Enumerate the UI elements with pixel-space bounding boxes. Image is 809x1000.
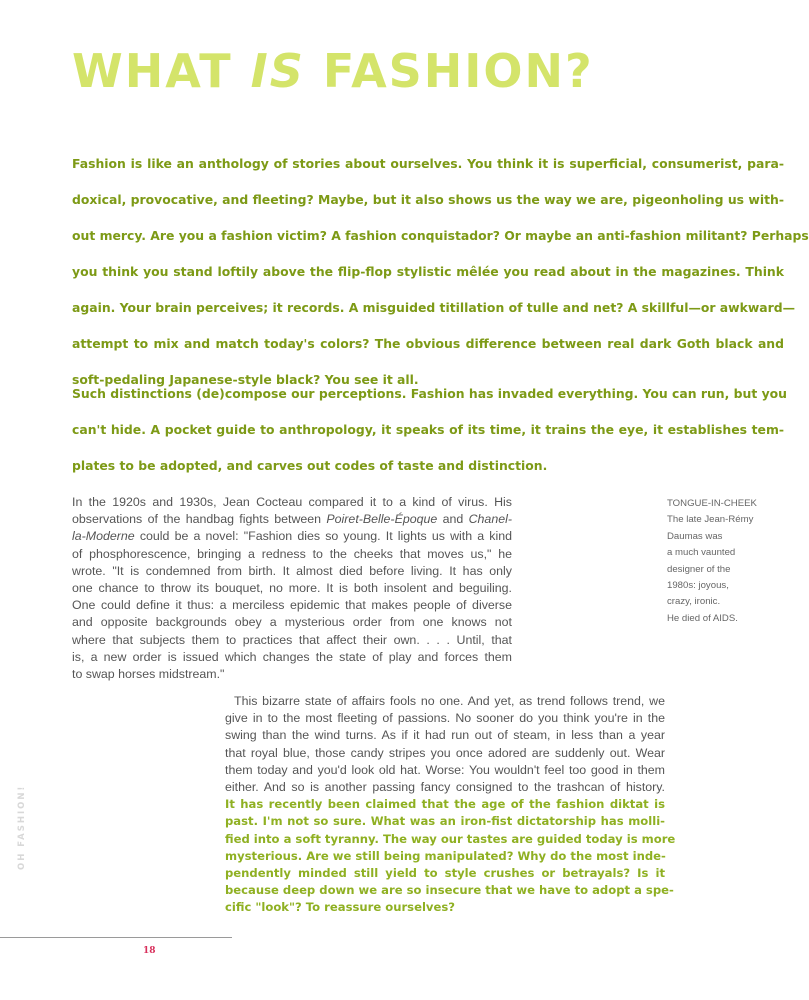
running-head: OH FASHION! [17,784,27,870]
text: could be a novel: "Fashion dies so young. It lights us with a kind [134,529,512,544]
intro-line: you think you stand loftily above the flip-flop stylistic mêlée you read about in the magazines. Think [72,264,784,279]
body-line: wrote. "It is condemned from birth. It almost died before living. It has only [72,563,512,578]
sidenote-line: Daumas was [667,530,723,542]
intro-line: plates to be adopted, and carves out codes of taste and distinction. [72,458,548,473]
highlight-line: fied into a soft tyranny. The way our tastes are guided today is more [225,831,676,846]
highlight-line: past. I'm not so sure. What was an iron-fist dictatorship has molli- [225,814,665,829]
intro-line: doxical, provocative, and fleeting? Maybe, but it also shows us the way we are, pigeonholing us with- [72,192,784,207]
body-paragraph-trends [225,693,676,917]
sidenote-line: 1980s: joyous, [667,580,729,592]
intro-line: attempt to mix and match today's colors? The obvious difference between real dark Goth black and [72,336,784,351]
body-line: is, a new order is issued which changes the state of play and forces them [72,649,512,664]
title-part: WHAT [72,44,251,98]
highlight-line: mysterious. Are we still being manipulated? Why do the most inde- [225,848,666,863]
italic-text: Chanel- [468,512,512,527]
highlight-line: cific "look"? To reassure ourselves? [225,900,455,915]
sidenote [667,496,777,627]
sidenote-line: The late Jean-Rémy [667,514,754,526]
body-line [72,528,512,545]
body-line: This bizarre state of affairs fools no one. And yet, as trend follows trend, we [234,694,665,708]
body-line: In the 1920s and 1930s, Jean Cocteau compared it to a kind of virus. His [72,495,512,509]
intro-line: again. Your brain perceives; it records. A misguided titillation of tulle and net? A skillful—or awkward— [72,300,796,315]
intro-line: out mercy. Are you a fashion victim? A fashion conquistador? Or maybe an anti-fashion militant? Perhaps [72,228,809,243]
sidenote-heading: TONGUE-IN-CHEEK [667,498,757,509]
intro-paragraph [72,146,809,398]
sidenote-line: He died of AIDS. [667,612,738,624]
text: and [437,512,469,527]
sidenote-line: crazy, ironic. [667,596,721,608]
body-line [72,511,512,528]
highlight-line: because deep down we are so insecure that we have to adopt a spe- [225,883,674,898]
body-line: them today and you'd look old hat. Worse: You wouldn't feel too good in them [225,762,665,777]
footer-rule [0,937,232,938]
sidenote-line: a much vaunted [667,547,736,559]
body-line: either. And so is another passing fancy consigned to the trashcan of history. [225,780,665,795]
body-line: to swap horses midstream." [72,667,225,682]
italic-text: Poiret-Belle-Époque [326,512,438,527]
body-paragraph-cocteau [72,494,512,683]
intro-line: Such distinctions (de)compose our perceptions. Fashion has invaded everything. You can run, but you [72,386,787,401]
body-line: and opposite backgrounds obey a mysterious order from one knows not [72,615,512,630]
body-line: One could define it thus: a merciless epidemic that makes people of diverse [72,598,512,613]
body-line: of phosphorescence, bringing a redness to the cheeks that moves us," he [72,546,512,561]
intro-line: Fashion is like an anthology of stories about ourselves. You think it is superficial, consumerist, para- [72,156,784,171]
intro-line: soft-pedaling Japanese-style black? You see it all. [72,372,419,387]
italic-text: la-Moderne [72,529,135,544]
intro-paragraph-2 [72,376,787,484]
highlight-line: It has recently been claimed that the age of the fashion diktat is [225,797,665,812]
body-line: one chance to throw its bouquet, no more. It is both insolent and beguiling. [72,581,512,596]
page-number: 18 [143,946,156,956]
body-line: where that subjects them to practices that affect their own. . . . Until, that [72,632,512,647]
title-part: FASHION? [304,44,594,98]
text: observations of the handbag fights between [72,512,327,527]
body-line: give in to the most fleeting of passions. No sooner do you think you're in the [225,711,665,726]
intro-line: can't hide. A pocket guide to anthropology, it speaks of its time, it trains the eye, it establishes tem- [72,422,784,437]
highlight-line: pendently minded still yield to style crushes or betrayals? Is it [225,866,665,881]
sidenote-line: designer of the [667,563,731,575]
page-title [72,44,594,98]
title-italic: IS [250,44,305,98]
body-line: that royal blue, those candy stripes you once adored are suddenly out. Wear [225,745,665,760]
body-line: swing than the wind turns. As if it had run out of steam, in less than a year [225,728,665,743]
